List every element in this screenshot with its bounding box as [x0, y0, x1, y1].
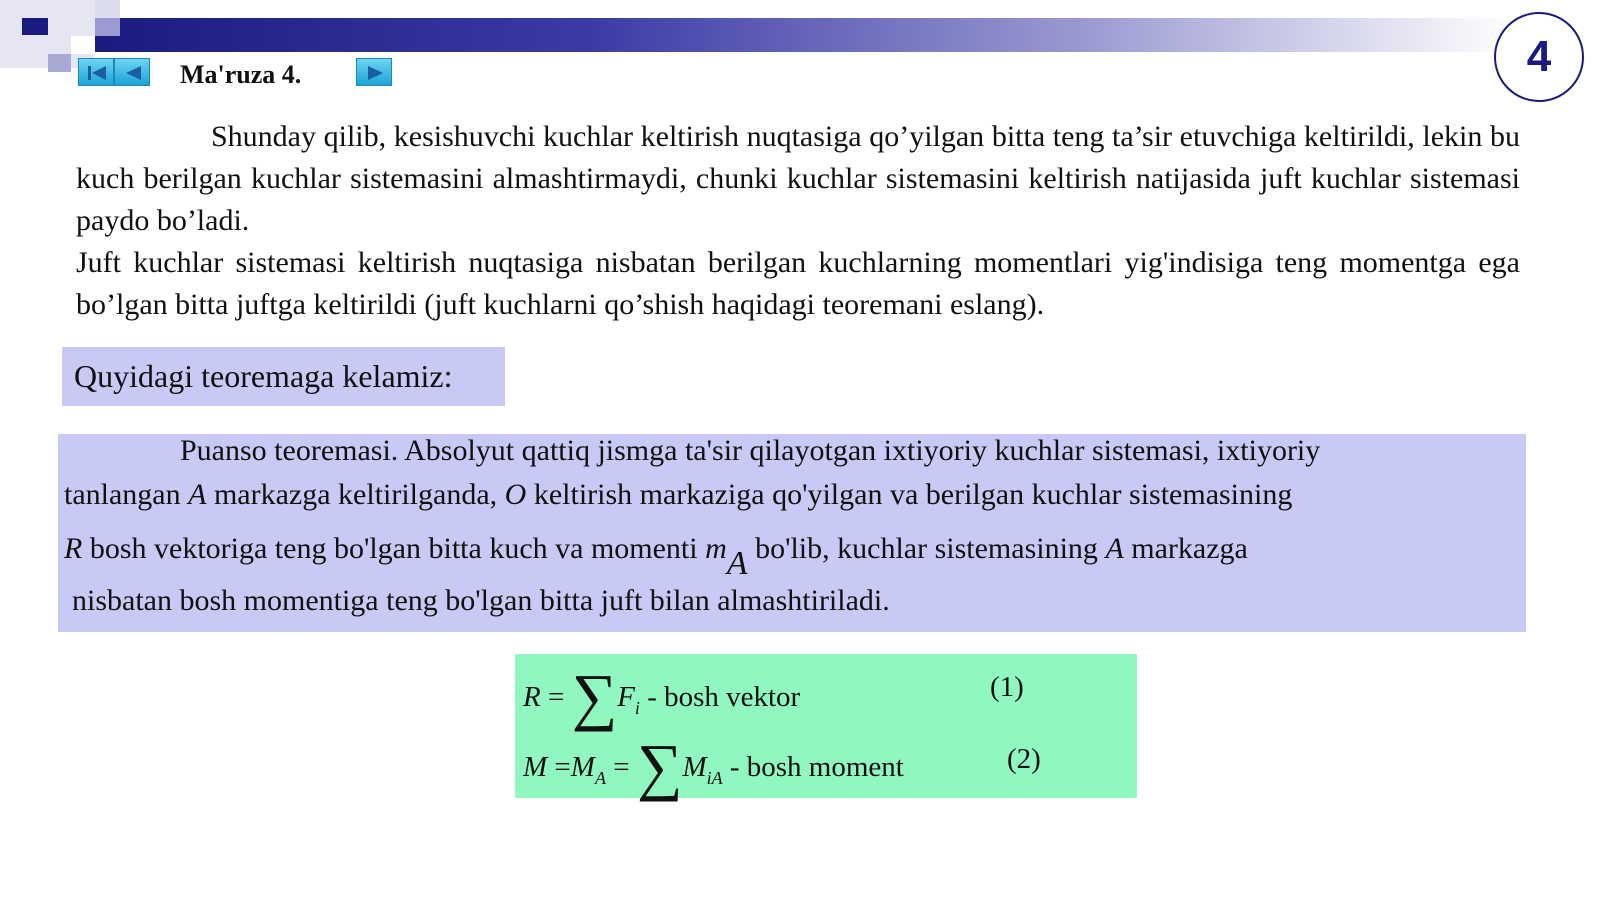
theorem-text: markazga keltirilganda,	[206, 478, 505, 511]
equals-sign: =	[540, 681, 572, 713]
corner-square-decoration	[95, 18, 120, 36]
formula-description: - bosh moment	[722, 751, 904, 783]
formula-box	[515, 654, 1137, 802]
corner-square-decoration	[95, 0, 120, 18]
equation-number-1: (1)	[990, 671, 1024, 703]
equals-sign: =	[605, 751, 637, 783]
theorem-text: bo'lib, kuchlar sistemasining	[747, 532, 1106, 565]
corner-square-decoration	[71, 36, 95, 54]
theorem-box	[58, 434, 1526, 632]
theorem-text: keltirish markaziga qo'yilgan va berilgan kuchlar sistemasining	[526, 478, 1293, 511]
variable-m: m	[705, 532, 727, 565]
lecture-title: Ma'ruza 4.	[180, 60, 302, 89]
equals-sign: =	[547, 751, 571, 783]
subscript-a: A	[726, 545, 748, 582]
variable-m: M	[570, 751, 595, 783]
previous-page-icon	[115, 59, 151, 87]
theorem-text: bosh vektoriga teng bo'lgan bitta kuch va momenti	[82, 532, 706, 565]
theorem-line-3	[64, 532, 1248, 583]
variable-f: F	[617, 681, 635, 713]
corner-square-decoration	[48, 54, 71, 72]
subscript-i: i	[634, 698, 640, 718]
subscript-ia: iA	[706, 768, 723, 788]
variable-a: A	[1105, 532, 1124, 565]
variable-m: M	[682, 751, 707, 783]
paragraph-1: Shunday qilib, kesishuvchi kuchlar keltirish nuqtasiga qo’yilgan bitta teng ta’sir etuvchiga keltirildi, lekin bu kuch berilgan kuchlar sistemasini almashtirmaydi, chunki kuchlar sistemasini keltirish natijasida juft kuchlar sistemasi paydo bo’ladi.	[76, 120, 1520, 237]
first-page-icon	[79, 59, 115, 87]
equation-number-2: (2)	[1007, 743, 1041, 775]
variable-o: O	[504, 478, 527, 511]
variable-r: R	[64, 532, 83, 565]
first-page-button[interactable]	[78, 58, 114, 86]
theorem-line-2	[64, 478, 1292, 512]
theorem-text: tanlangan	[64, 478, 189, 511]
next-page-icon	[357, 59, 393, 87]
theorem-line-4: nisbatan bosh momentiga teng bo'lgan bitta juft bilan almashtiriladi.	[72, 584, 890, 617]
header-gradient-bar	[95, 18, 1515, 52]
theorem-line-1: Puanso teoremasi. Absolyut qattiq jismga ta'sir qilayotgan ixtiyoriy kuchlar sistemasi, ixtiyoriy	[180, 434, 1321, 467]
sum-symbol: ∑	[636, 731, 683, 802]
corner-square-decoration	[22, 18, 48, 35]
sum-symbol: ∑	[571, 661, 618, 732]
variable-r: R	[523, 681, 541, 713]
formula-2	[523, 730, 904, 804]
paragraph-2: Juft kuchlar sistemasi keltirish nuqtasiga nisbatan berilgan kuchlarning momentlari yig'indisiga teng momentga ega bo’lgan bitta juftga keltirildi (juft kuchlarni qo’shish haqidagi teoremani eslang).	[76, 246, 1520, 321]
theorem-text: markazga	[1123, 532, 1248, 565]
variable-a: A	[188, 478, 207, 511]
formula-description: - bosh vektor	[639, 681, 801, 713]
subscript-a: A	[594, 768, 606, 788]
page-number-badge: 4	[1494, 12, 1584, 102]
next-page-button[interactable]	[356, 58, 392, 86]
variable-m: M	[523, 751, 548, 783]
previous-page-button[interactable]	[114, 58, 150, 86]
section-heading: Quyidagi teoremaga kelamiz:	[62, 347, 505, 406]
formula-1	[523, 660, 800, 734]
